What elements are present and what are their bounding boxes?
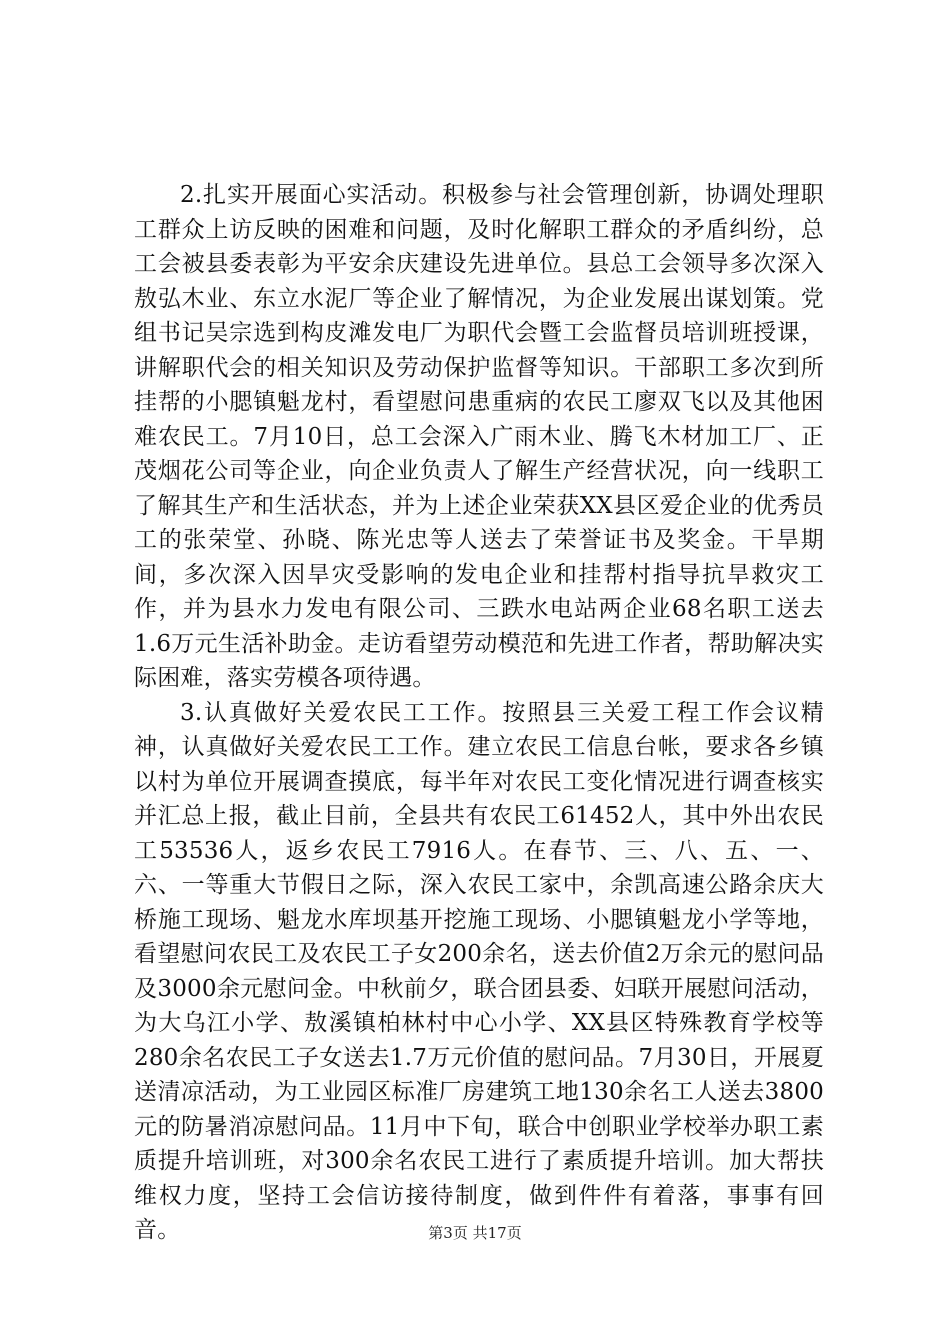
page-total: 共17页 — [472, 1224, 522, 1242]
document-body — [134, 178, 824, 1248]
paragraph-2: 2.扎实开展面心实活动。积极参与社会管理创新，协调处理职工群众上访反映的困难和问题，及时化解职工群众的矛盾纠纷，总工会被县委表彰为平安余庆建设先进单位。县总工会领导多次深入敖弘木业、东立水泥厂等企业了解情况，为企业发展出谋划策。党组书记吴宗选到构皮滩发电厂为职代会暨工会监督员培训班授课，讲解职代会的相关知识及劳动保护监督等知识。干部职工多次到所挂帮的小腮镇魁龙村，看望慰问患重病的农民工廖双飞以及其他困难农民工。7月10日，总工会深入广雨木业、腾飞木材加工厂、正茂烟花公司等企业，向企业负责人了解生产经营状况，向一线职工了解其生产和生活状态，并为上述企业荣获XX县区爱企业的优秀员工的张荣堂、孙晓、陈光忠等人送去了荣誉证书及奖金。干旱期间，多次深入因旱灾受影响的发电企业和挂帮村指导抗旱救灾工作，并为县水力发电有限公司、三跌水电站两企业68名职工送去1.6万元生活补助金。走访看望劳动模范和先进工作者，帮助解决实际困难，落实劳模各项待遇。 — [134, 182, 824, 691]
paragraph-3: 3.认真做好关爱农民工工作。按照县三关爱工程工作会议精神，认真做好关爱农民工工作。建立农民工信息台帐，要求各乡镇以村为单位开展调查摸底，每半年对农民工变化情况进行调查核实并汇总上报，截止目前，全县共有农民工61452人，其中外出农民工53536人，返乡农民工7916人。在春节、三、八、五、一、六、一等重大节假日之际，深入农民工家中，余凯高速公路余庆大桥施工现场、魁龙水库坝基开挖施工现场、小腮镇魁龙小学等地，看望慰问农民工及农民工子女200余名，送去价值2万余元的慰问品及3000余元慰问金。中秋前夕，联合团县委、妇联开展慰问活动，为大乌江小学、敖溪镇柏林村中心小学、XX县区特殊教育学校等280余名农民工子女送去1.7万元价值的慰问品。7月30日，开展夏送清凉活动，为工业园区标准厂房建筑工地130余名工人送去3800元的防暑消凉慰问品。11月中下旬，联合中创职业学校举办职工素质提升培训班，对300余名农民工进行了素质提升培训。加大帮扶维权力度，坚持工会信访接待制度，做到件件有着落，事事有回音。 — [134, 699, 824, 1243]
page-number: 第3页 — [428, 1224, 468, 1242]
page-footer — [0, 1223, 950, 1243]
